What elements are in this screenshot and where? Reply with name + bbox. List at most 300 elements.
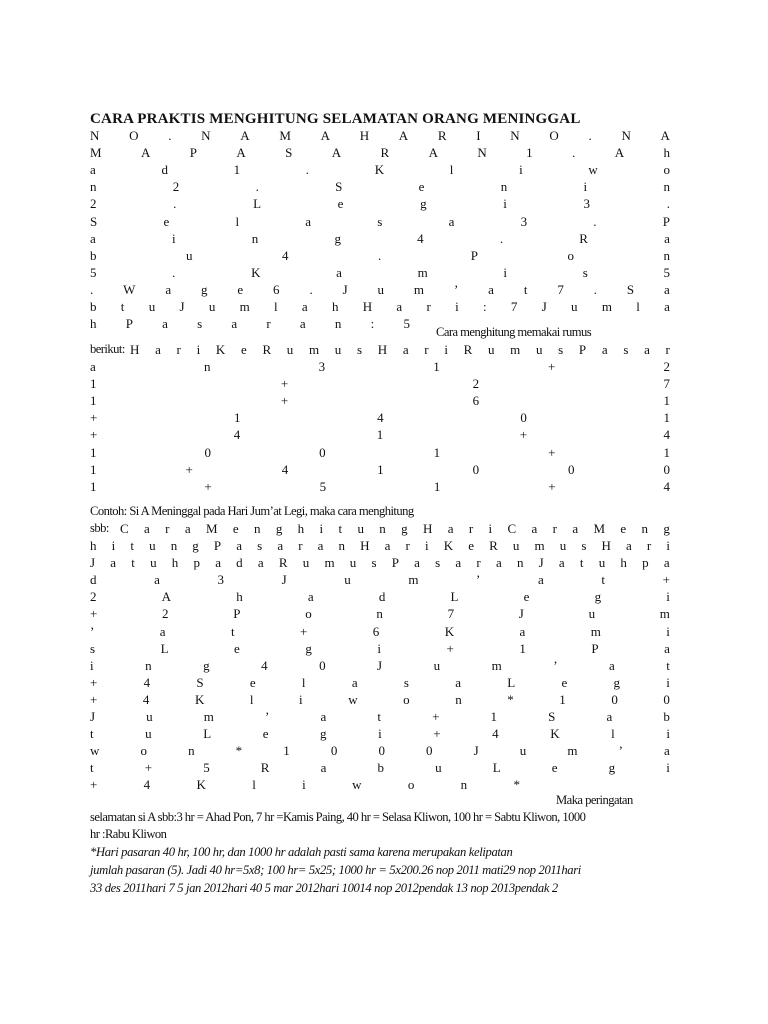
rumus-line xyxy=(90,426,670,443)
spaced-glyph: R xyxy=(278,555,288,571)
example-line xyxy=(90,588,670,605)
spaced-glyph: J xyxy=(281,572,287,588)
spaced-glyph: 1 xyxy=(433,359,440,374)
spaced-glyph: S xyxy=(626,281,635,297)
spaced-glyph: n xyxy=(203,359,211,374)
example-line xyxy=(90,725,670,742)
spaced-glyph: o xyxy=(567,247,574,263)
spaced-glyph: N xyxy=(90,128,100,143)
spaced-glyph: t xyxy=(90,760,94,776)
spaced-glyph: o xyxy=(403,691,410,707)
spaced-glyph: 1 xyxy=(234,410,241,426)
spaced-glyph: N xyxy=(477,145,487,161)
spaced-glyph: 4 xyxy=(663,427,670,443)
spaced-glyph: h xyxy=(663,145,670,161)
spaced-glyph: . xyxy=(173,196,177,212)
table-line xyxy=(90,195,670,212)
spaced-glyph: t xyxy=(579,555,584,571)
spaced-glyph: 1 xyxy=(90,376,97,392)
spaced-glyph: a xyxy=(257,555,264,571)
spaced-glyph: i xyxy=(378,726,382,742)
spaced-glyph: H xyxy=(601,538,611,553)
spaced-glyph: s xyxy=(90,640,96,656)
spaced-glyph: H xyxy=(362,299,373,314)
spaced-glyph: 7 xyxy=(557,281,564,297)
spaced-glyph: a xyxy=(558,555,565,571)
spaced-glyph: 4 xyxy=(417,230,424,246)
spaced-glyph: w xyxy=(352,777,362,793)
spaced-glyph: b xyxy=(90,247,97,263)
spaced-glyph: a xyxy=(90,359,96,374)
spaced-glyph: 4 xyxy=(663,478,670,494)
spaced-glyph: u xyxy=(146,709,153,724)
spaced-glyph: 1 xyxy=(433,444,441,460)
spaced-glyph: l xyxy=(252,777,256,793)
spaced-glyph: + xyxy=(204,478,212,494)
spaced-glyph: u xyxy=(559,538,567,553)
example-line xyxy=(90,691,670,708)
spaced-glyph: i xyxy=(319,521,324,536)
spaced-glyph: t xyxy=(90,726,94,742)
spaced-glyph: i xyxy=(171,230,176,246)
spaced-glyph: * xyxy=(507,691,514,707)
example-line xyxy=(90,605,670,622)
spaced-glyph: a xyxy=(488,281,494,297)
spaced-glyph: K xyxy=(444,623,455,639)
spaced-glyph: . xyxy=(172,264,176,280)
spaced-glyph: . xyxy=(499,230,504,246)
spaced-glyph: . xyxy=(305,162,310,178)
spaced-glyph: g xyxy=(320,726,327,742)
spaced-glyph: ’ xyxy=(265,709,270,724)
spaced-glyph: a xyxy=(320,709,327,724)
spaced-glyph: e xyxy=(468,538,475,553)
spaced-glyph: e xyxy=(232,521,239,536)
spaced-glyph: 1 xyxy=(490,709,498,724)
spaced-glyph: e xyxy=(561,674,568,690)
spaced-glyph: p xyxy=(193,555,200,571)
spaced-glyph: 1 xyxy=(377,461,384,477)
spaced-glyph: r xyxy=(468,521,474,536)
spaced-glyph: i xyxy=(666,538,670,553)
spaced-glyph: e xyxy=(234,640,240,656)
spaced-glyph: 1 xyxy=(90,461,97,477)
spaced-glyph: ’ xyxy=(90,623,95,639)
spaced-glyph: a xyxy=(396,299,403,314)
spaced-glyph: N xyxy=(510,128,520,143)
spaced-glyph: g xyxy=(420,196,427,212)
spaced-glyph: a xyxy=(336,264,342,280)
spaced-glyph: . xyxy=(593,281,597,297)
spaced-glyph: 4 xyxy=(143,674,151,690)
spaced-glyph: + xyxy=(548,478,556,494)
spaced-glyph: i xyxy=(302,777,306,793)
spaced-glyph: i xyxy=(503,264,508,280)
spaced-glyph: r xyxy=(552,521,557,536)
example-line xyxy=(90,623,670,640)
table-line xyxy=(90,315,410,332)
spaced-glyph: * xyxy=(235,743,243,759)
spaced-glyph: a xyxy=(572,521,579,536)
rumus-line xyxy=(90,358,670,375)
spaced-glyph: K xyxy=(194,691,205,707)
spaced-glyph: + xyxy=(90,777,98,793)
spaced-glyph: P xyxy=(662,213,670,229)
spaced-glyph: R xyxy=(380,145,390,161)
spaced-glyph: a xyxy=(90,162,96,178)
spaced-glyph: a xyxy=(165,281,172,297)
spaced-glyph: t xyxy=(120,299,125,314)
spaced-glyph: i xyxy=(503,196,507,212)
spaced-glyph: i xyxy=(666,726,670,742)
spaced-glyph: s xyxy=(403,674,409,690)
spaced-glyph: 7 xyxy=(663,376,670,392)
spaced-glyph: u xyxy=(571,299,578,314)
spaced-glyph: u xyxy=(435,760,442,776)
spaced-glyph: t xyxy=(523,281,528,297)
spaced-glyph: . xyxy=(378,247,382,263)
table-line xyxy=(90,230,670,247)
spaced-glyph: 3 xyxy=(217,572,224,588)
spaced-glyph: g xyxy=(334,230,341,246)
spaced-glyph: L xyxy=(450,589,459,605)
spaced-glyph: i xyxy=(666,589,670,605)
spaced-glyph: e xyxy=(249,674,256,690)
spaced-glyph: n xyxy=(460,777,468,793)
spaced-glyph: L xyxy=(253,196,262,212)
spaced-glyph: m xyxy=(417,264,428,280)
spaced-glyph: a xyxy=(664,743,670,759)
spaced-glyph: R xyxy=(489,538,498,553)
spaced-glyph: + xyxy=(662,572,670,588)
spaced-glyph: o xyxy=(140,743,147,759)
spaced-glyph: h xyxy=(171,555,179,571)
spaced-glyph: e xyxy=(620,521,627,536)
spaced-glyph: A xyxy=(660,128,670,143)
spaced-glyph: a xyxy=(519,623,526,639)
spaced-glyph: i xyxy=(377,640,381,656)
spaced-glyph: g xyxy=(663,521,670,536)
spaced-glyph: i xyxy=(666,623,670,639)
spaced-glyph: t xyxy=(230,623,235,639)
spaced-glyph: M xyxy=(90,145,102,161)
spaced-glyph: 6 xyxy=(372,623,380,639)
spaced-glyph: l xyxy=(636,299,640,314)
spaced-glyph: . xyxy=(90,281,94,297)
spaced-glyph: 1 xyxy=(90,393,97,409)
rumus-intro: Cara menghitung memakai rumus xyxy=(436,325,592,339)
example-line xyxy=(90,742,670,759)
spaced-glyph: a xyxy=(155,342,161,357)
spaced-glyph: r xyxy=(424,342,429,357)
spaced-glyph: S xyxy=(335,179,343,195)
spaced-glyph: a xyxy=(606,709,613,724)
spaced-glyph: M xyxy=(205,521,218,536)
spaced-glyph: 0 xyxy=(319,657,326,673)
spaced-glyph: A xyxy=(236,145,246,161)
table-line xyxy=(90,264,670,281)
spaced-glyph: 6 xyxy=(472,393,480,409)
spaced-glyph: 0 xyxy=(426,743,433,759)
spaced-glyph: m xyxy=(601,299,612,314)
spaced-glyph: t xyxy=(666,657,670,673)
spaced-glyph: R xyxy=(262,342,272,357)
spaced-glyph: N xyxy=(201,128,211,143)
spaced-glyph: l xyxy=(249,691,254,707)
spaced-glyph: 2 xyxy=(172,179,180,195)
spaced-glyph: o xyxy=(407,777,415,793)
spaced-glyph: 0 xyxy=(378,743,385,759)
spaced-glyph: n xyxy=(338,538,346,553)
spaced-glyph: g xyxy=(613,674,620,690)
spaced-glyph: i xyxy=(444,342,448,357)
spaced-glyph: h xyxy=(331,299,339,314)
spaced-glyph: P xyxy=(125,316,133,332)
spaced-glyph: L xyxy=(507,674,516,690)
spaced-glyph: 1 xyxy=(90,444,97,460)
spaced-glyph: + xyxy=(280,393,289,409)
spaced-glyph: 0 xyxy=(663,461,670,477)
example-line xyxy=(90,571,670,588)
spaced-glyph: ’ xyxy=(453,281,459,297)
spaced-glyph: i xyxy=(519,162,523,178)
spaced-glyph: a xyxy=(448,213,455,229)
spaced-glyph: S xyxy=(548,709,556,724)
spaced-glyph: 4 xyxy=(377,410,384,426)
spaced-glyph: + xyxy=(90,410,98,426)
spaced-glyph: A xyxy=(614,145,625,161)
spaced-glyph: i xyxy=(583,179,588,195)
spaced-glyph: 4 xyxy=(492,726,499,742)
spaced-glyph: 1 xyxy=(90,478,97,494)
spaced-glyph: a xyxy=(301,299,308,314)
spaced-glyph: 1 xyxy=(559,691,566,707)
spaced-glyph: H xyxy=(377,342,388,357)
spaced-glyph: A xyxy=(240,128,250,143)
spaced-glyph: m xyxy=(659,606,670,622)
footnote-line: jumlah pasaran (5). Jadi 40 hr=5x8; 100 hr= 5x25; 1000 hr = 5x200.26 nop 2011 mati29 nop 2011hari xyxy=(90,863,581,877)
spaced-glyph: a xyxy=(609,657,615,673)
spaced-glyph: 2 xyxy=(162,606,169,622)
spaced-glyph: K xyxy=(374,162,385,178)
spaced-glyph: 1 xyxy=(663,393,670,409)
spaced-glyph: l xyxy=(449,162,454,178)
spaced-glyph: 6 xyxy=(273,281,280,297)
spaced-glyph: P xyxy=(591,640,599,656)
spaced-glyph: 4 xyxy=(281,461,289,477)
spaced-glyph: n xyxy=(500,179,508,195)
spaced-glyph: h xyxy=(90,316,97,332)
example-line xyxy=(90,674,670,691)
spaced-glyph: r xyxy=(165,521,170,536)
spaced-glyph: 3 xyxy=(583,196,591,212)
spaced-glyph: l xyxy=(235,213,240,229)
spaced-glyph: w xyxy=(348,691,358,707)
spaced-glyph: a xyxy=(162,316,168,332)
spaced-glyph: 1 xyxy=(233,162,241,178)
spaced-glyph: a xyxy=(664,281,670,297)
example-line xyxy=(90,708,670,725)
spaced-glyph: h xyxy=(90,538,97,553)
spaced-glyph: a xyxy=(144,521,150,536)
spaced-glyph: n xyxy=(251,230,259,246)
spaced-glyph: u xyxy=(512,538,520,553)
rumus-line xyxy=(90,478,670,495)
spaced-glyph: d xyxy=(236,555,243,571)
spaced-glyph: + xyxy=(90,691,98,707)
spaced-glyph: J xyxy=(377,657,383,673)
spaced-glyph: 0 xyxy=(204,444,212,460)
spaced-glyph: J xyxy=(538,555,544,571)
spaced-glyph: . xyxy=(666,196,670,212)
spaced-glyph: 2 xyxy=(663,359,670,374)
spaced-glyph: g xyxy=(594,589,602,605)
spaced-glyph: g xyxy=(275,521,283,536)
spaced-glyph: 0 xyxy=(330,743,338,759)
commemoration-schedule: selamatan si A sbb:3 hr = Ahad Pon, 7 hr =Kamis Paing, 40 hr = Selasa Kliwon, 100 hr = Sabtu Kliwon, 1000 xyxy=(90,810,586,824)
spaced-glyph: u xyxy=(344,572,351,588)
spaced-glyph: + xyxy=(446,640,454,656)
footnote-line: *Hari pasaran 40 hr, 100 hr, dan 1000 hr adalah pasti sama karena merupakan kelipatan xyxy=(90,845,513,859)
spaced-glyph: + xyxy=(519,427,528,443)
spaced-glyph: + xyxy=(90,674,98,690)
spaced-glyph: 4 xyxy=(233,427,241,443)
spaced-glyph: a xyxy=(236,538,243,553)
spaced-glyph: u xyxy=(148,299,156,314)
spaced-glyph: u xyxy=(588,606,596,622)
spaced-glyph: + xyxy=(432,709,440,724)
spaced-glyph: i xyxy=(666,760,670,776)
spaced-glyph: l xyxy=(611,726,615,742)
spaced-glyph: . xyxy=(588,128,592,143)
spaced-glyph: u xyxy=(149,538,156,553)
spaced-glyph: a xyxy=(664,230,670,246)
spaced-glyph: a xyxy=(531,521,538,536)
spaced-glyph: 7 xyxy=(510,299,518,314)
spaced-glyph: n xyxy=(379,521,386,536)
spaced-glyph: a xyxy=(626,538,632,553)
example-line xyxy=(90,537,670,554)
spaced-glyph: : xyxy=(483,299,487,314)
spaced-glyph: M xyxy=(279,128,291,143)
spaced-glyph: ’ xyxy=(553,657,558,673)
spaced-glyph: O xyxy=(549,128,559,143)
spaced-glyph: 2 xyxy=(90,196,97,212)
spaced-glyph: t xyxy=(131,555,135,571)
spaced-glyph: ’ xyxy=(476,572,481,588)
spaced-glyph: r xyxy=(176,342,181,357)
spaced-glyph: 0 xyxy=(520,410,527,426)
spaced-glyph: 4 xyxy=(282,247,289,263)
document-title: CARA PRAKTIS MENGHITUNG SELAMATAN ORANG MENINGGAL xyxy=(90,111,581,127)
spaced-glyph: 3 xyxy=(318,359,326,374)
spaced-glyph: a xyxy=(663,555,670,571)
spaced-glyph: + xyxy=(300,623,308,639)
spaced-glyph: a xyxy=(110,555,117,571)
spaced-glyph: a xyxy=(317,538,324,553)
rumus-line xyxy=(90,392,670,409)
spaced-glyph: u xyxy=(334,342,342,357)
spaced-glyph: h xyxy=(236,589,243,605)
spaced-glyph: s xyxy=(581,538,587,553)
spaced-glyph: u xyxy=(487,342,495,357)
spaced-glyph: 5 xyxy=(319,478,327,494)
table-line xyxy=(90,144,670,161)
spaced-glyph: a xyxy=(277,538,284,553)
spaced-glyph: + xyxy=(433,726,441,742)
spaced-glyph: K xyxy=(215,342,226,357)
spaced-glyph: t xyxy=(338,521,343,536)
spaced-glyph: A xyxy=(331,145,342,161)
spaced-glyph: a xyxy=(90,230,96,246)
example-line xyxy=(90,759,670,776)
spaced-glyph: i xyxy=(90,657,94,673)
spaced-glyph: 5 xyxy=(90,264,97,280)
spaced-glyph: s xyxy=(197,316,203,332)
spaced-glyph: 4 xyxy=(142,691,150,707)
table-line xyxy=(90,127,670,144)
spaced-glyph: u xyxy=(286,342,294,357)
spaced-glyph: A xyxy=(428,145,438,161)
spaced-glyph: m xyxy=(534,538,545,553)
spaced-glyph: w xyxy=(90,743,100,759)
spaced-glyph: a xyxy=(231,316,238,332)
spaced-glyph: I xyxy=(476,128,481,143)
example-line xyxy=(90,554,670,571)
spaced-glyph: l xyxy=(301,674,306,690)
spaced-glyph: t xyxy=(377,709,381,724)
spaced-glyph: i xyxy=(666,674,670,690)
spaced-glyph: u xyxy=(349,555,357,571)
spaced-glyph: n xyxy=(516,555,524,571)
spaced-glyph: N xyxy=(621,128,631,143)
spaced-glyph: ’ xyxy=(618,743,623,759)
spaced-glyph: r xyxy=(646,538,652,553)
spaced-glyph: a xyxy=(215,555,221,571)
spaced-glyph: A xyxy=(320,128,330,143)
spaced-glyph: m xyxy=(510,342,521,357)
spaced-glyph: r xyxy=(298,538,303,553)
spaced-glyph: M xyxy=(593,521,606,536)
spaced-glyph: 0 xyxy=(568,461,575,477)
spaced-glyph: m xyxy=(239,299,250,314)
spaced-glyph: a xyxy=(307,589,314,605)
spaced-glyph: e xyxy=(418,179,425,195)
rumus-line xyxy=(90,375,670,392)
rumus-line xyxy=(90,461,670,478)
spaced-glyph: P xyxy=(189,145,197,161)
spaced-glyph: P xyxy=(391,555,399,571)
spaced-glyph: r xyxy=(665,342,670,357)
footnote-line: 33 des 2011hari 7 5 jan 2012hari 40 5 mar 2012hari 10014 nop 2012pendak 13 nop 2013pendak 2 xyxy=(90,881,558,895)
spaced-glyph: p xyxy=(642,555,649,571)
spaced-glyph: g xyxy=(305,640,312,656)
spaced-glyph: P xyxy=(578,342,587,357)
spaced-glyph: w xyxy=(588,162,598,178)
spaced-glyph: 2 xyxy=(472,376,480,392)
spaced-glyph: a xyxy=(305,213,312,229)
spaced-glyph: i xyxy=(425,538,429,553)
spaced-glyph: K xyxy=(550,726,560,742)
spaced-glyph: m xyxy=(203,709,214,724)
spaced-glyph: m xyxy=(413,281,425,297)
spaced-glyph: u xyxy=(598,555,606,571)
spaced-glyph: b xyxy=(377,760,384,776)
rumus-line xyxy=(90,409,670,426)
spaced-glyph: a xyxy=(664,299,670,314)
spaced-glyph: a xyxy=(184,521,191,536)
spaced-glyph: . xyxy=(255,179,259,195)
